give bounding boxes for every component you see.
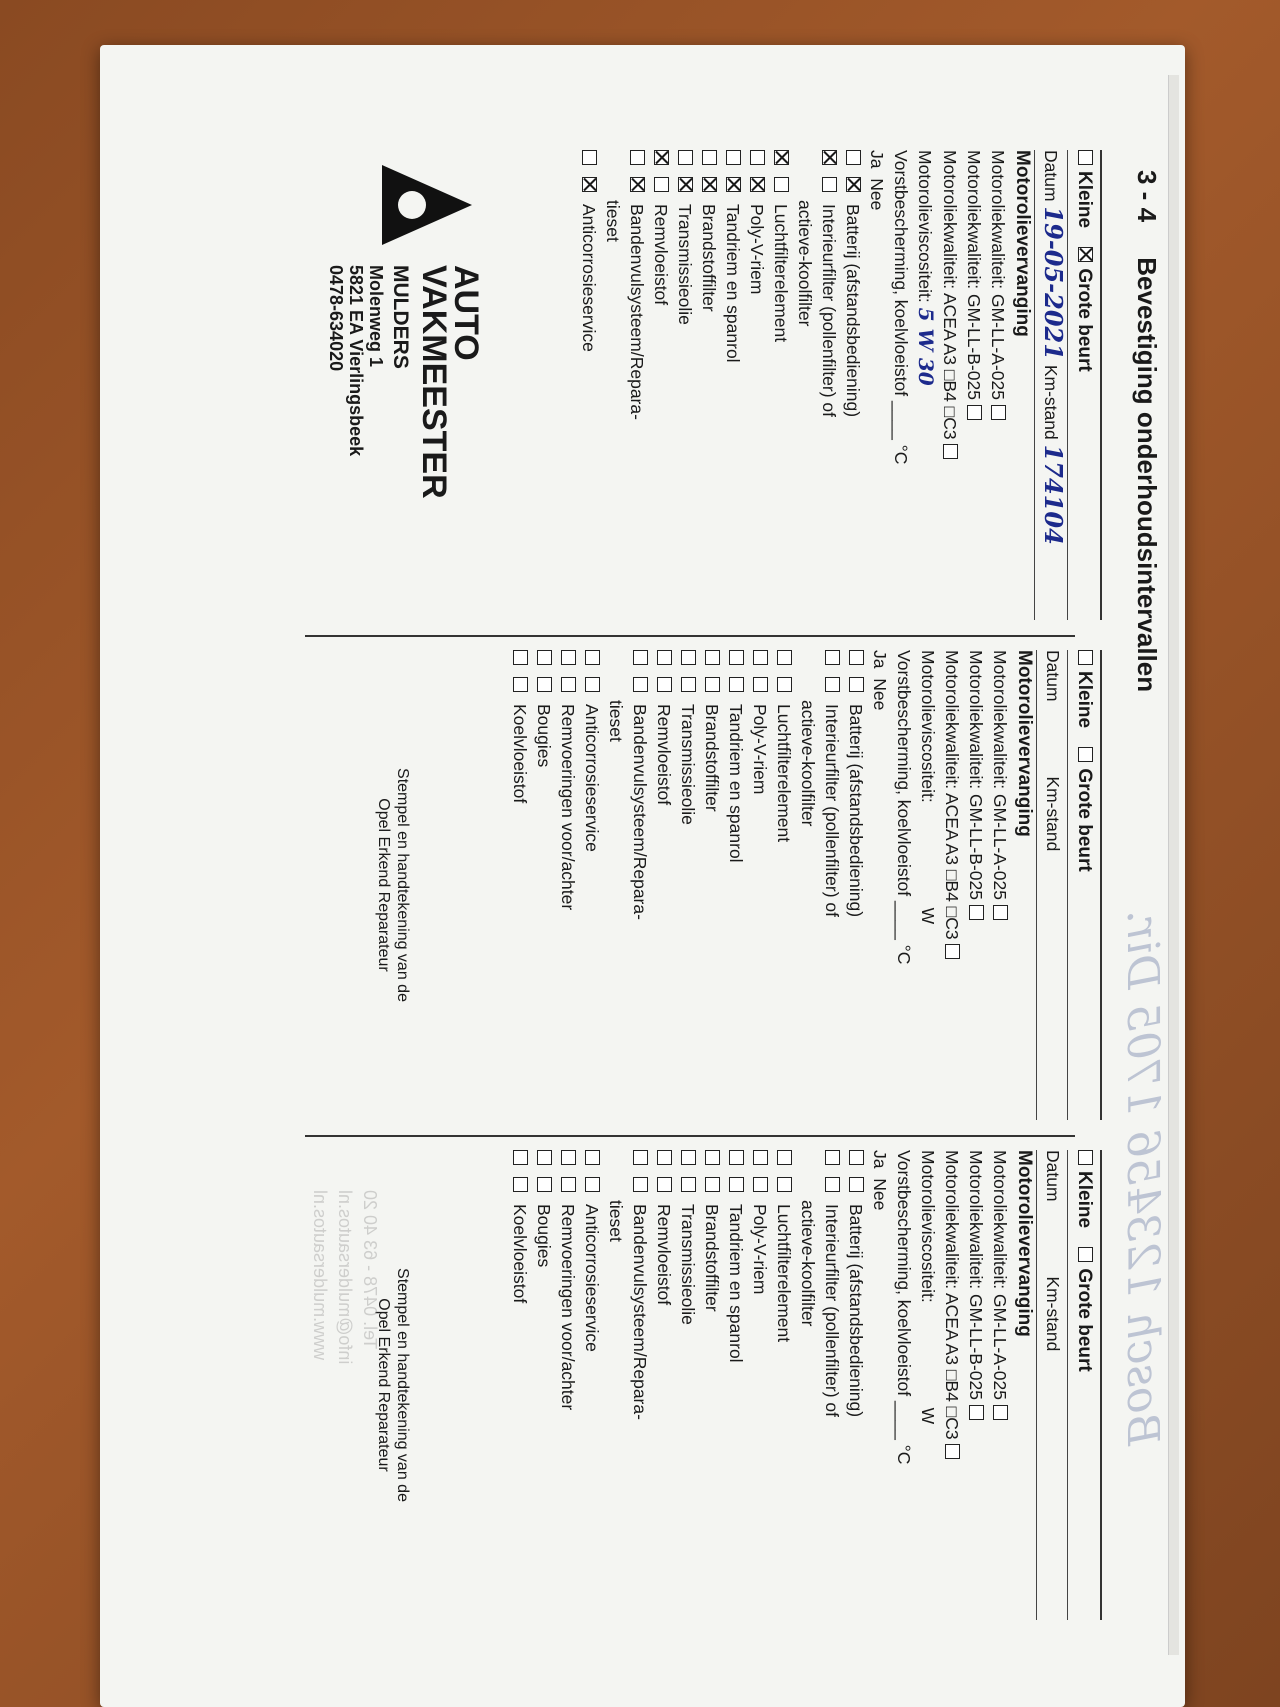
item-label: Interieurfilter (pollenfilter) of (822, 1204, 842, 1417)
page-number: 3 - 4 (1132, 170, 1162, 223)
item-label: Anticorrosieservice (582, 704, 602, 852)
grote-beurt-checkbox[interactable] (1078, 747, 1093, 762)
item-label-cont: actieve-koolfilter (798, 700, 818, 827)
quality-label: Motoroliekwaliteit: GM-LL-B-025 (964, 150, 984, 400)
nee-checkbox[interactable] (750, 177, 765, 192)
quality-checkbox[interactable] (993, 905, 1008, 920)
item-label: Transmissieolie (678, 1204, 698, 1325)
quality-label: Motoroliekwaliteit: GM-LL-B-025 (966, 1150, 986, 1400)
nee-checkbox[interactable] (561, 1177, 576, 1192)
ja-checkbox[interactable] (822, 150, 837, 165)
item-label: Remvloeistof (654, 1204, 674, 1306)
ja-checkbox[interactable] (846, 150, 861, 165)
quality-row-3 (940, 1150, 964, 1620)
viscosity-value[interactable]: 5 W 30 (914, 307, 938, 386)
item-row (628, 650, 652, 1120)
ja-checkbox[interactable] (582, 150, 597, 165)
ja-checkbox[interactable] (702, 150, 717, 165)
nee-checkbox[interactable] (726, 177, 741, 192)
quality-row-1 (986, 150, 1010, 620)
ja-checkbox[interactable] (561, 650, 576, 665)
item-label: Interieurfilter (pollenfilter) of (822, 704, 842, 917)
item-label: Remvoeringen voor/achter (558, 704, 578, 911)
entry-column-1 (326, 150, 1102, 620)
item-label: Bandenvulsysteem/Repara- (630, 704, 650, 920)
stamp-company: MULDERS (389, 265, 412, 369)
date-value[interactable]: 19-05-2021 (1039, 206, 1068, 360)
nee-checkbox[interactable] (654, 177, 669, 192)
quality-label: Motoroliekwaliteit: GM-LL-A-025 (988, 150, 1008, 400)
item-row (676, 650, 700, 1120)
item-row (649, 150, 673, 620)
item-row (772, 650, 796, 1120)
item-row (673, 150, 697, 620)
ja-checkbox[interactable] (825, 1150, 840, 1165)
nee-checkbox[interactable] (513, 1177, 528, 1192)
bleed-through-text: www.muldersautos.nl (310, 1190, 330, 1361)
km-label: Km-stand (1041, 364, 1061, 440)
item-label: Anticorrosieservice (579, 204, 599, 352)
ja-checkbox[interactable] (537, 650, 552, 665)
ja-checkbox[interactable] (849, 1150, 864, 1165)
item-label: Brandstoffilter (699, 204, 719, 312)
quality-row-2 (964, 1150, 988, 1620)
item-label: Brandstoffilter (702, 1204, 722, 1312)
service-type-row (1067, 650, 1102, 1120)
item-label: Remvloeistof (651, 204, 671, 306)
nee-checkbox[interactable] (702, 177, 717, 192)
nee-checkbox[interactable] (774, 177, 789, 192)
kleine-label: Kleine (1074, 1171, 1095, 1229)
ja-checkbox[interactable] (678, 150, 693, 165)
bleed-through-text: info@muldersautos.nl (335, 1190, 355, 1365)
nee-checkbox[interactable] (537, 677, 552, 692)
stamp-city: 5821 EA Vierlingsbeek (346, 265, 366, 457)
item-row (721, 150, 745, 620)
vakmeester-logo-icon (372, 150, 482, 260)
signature-line1: Stempel en handtekening van de (394, 768, 411, 1002)
item-label-cont: actieve-koolfilter (795, 200, 815, 327)
entry-column-3 (310, 1150, 1102, 1620)
nee-checkbox[interactable] (561, 677, 576, 692)
item-row (817, 150, 841, 620)
quality-row-2 (962, 150, 986, 620)
frost-label: Vorstbescherming, koelvloeistof (894, 650, 914, 897)
item-row (745, 150, 769, 620)
quality-checkbox[interactable] (969, 905, 984, 920)
nee-checkbox[interactable] (537, 1177, 552, 1192)
ja-checkbox[interactable] (753, 1150, 768, 1165)
entry-column-2 (375, 650, 1102, 1120)
quality-row-3 (940, 650, 964, 1120)
ja-checkbox[interactable] (585, 1150, 600, 1165)
ja-checkbox[interactable] (777, 650, 792, 665)
stamp-street: Molenweg 1 (366, 265, 386, 368)
datum-label: Datum (1041, 150, 1061, 202)
item-label-cont: tieset (606, 1200, 626, 1242)
item-label: Interieurfilter (pollenfilter) of (819, 204, 839, 417)
ja-label: Ja (870, 1150, 890, 1169)
quality-label: Motoroliekwaliteit: GM-LL-A-025 (990, 650, 1010, 900)
item-label: Poly-V-riem (750, 1204, 770, 1295)
item-row (820, 650, 844, 1120)
nee-checkbox[interactable] (705, 1177, 720, 1192)
item-label: Transmissieolie (675, 204, 695, 325)
nee-checkbox[interactable] (630, 177, 645, 192)
ja-label: Ja (867, 150, 887, 169)
quality-checkbox[interactable] (991, 405, 1006, 420)
ja-checkbox[interactable] (726, 150, 741, 165)
quality-label: Motoroliekwaliteit: ACEA A3 □B4 □C3 (942, 1150, 962, 1440)
item-label: Transmissieolie (678, 704, 698, 825)
item-label: Luchtfilterelement (774, 1204, 794, 1343)
nee-checkbox[interactable] (753, 677, 768, 692)
service-type-row (1067, 1150, 1102, 1620)
kleine-checkbox[interactable] (1078, 650, 1093, 665)
column-divider (305, 635, 1075, 637)
quality-checkbox[interactable] (943, 444, 958, 459)
ja-checkbox[interactable] (513, 1150, 528, 1165)
item-row (748, 1150, 772, 1620)
item-label: Bougies (534, 704, 554, 768)
quality-checkbox[interactable] (945, 944, 960, 959)
item-row (748, 650, 772, 1120)
signature-line2: Opel Erkend Reparateur (375, 1298, 392, 1472)
viscosity-unit: W (918, 1407, 938, 1425)
nee-checkbox[interactable] (729, 1177, 744, 1192)
nee-checkbox[interactable] (729, 677, 744, 692)
item-row (625, 150, 649, 620)
date-km-row (1034, 150, 1067, 620)
item-row (556, 650, 580, 1120)
garage-stamp (326, 150, 485, 620)
section-title: Motorolievervanging (1012, 150, 1033, 337)
stamp-address (326, 265, 386, 456)
signature-line1: Stempel en handtekening van de (394, 1268, 411, 1502)
ja-checkbox[interactable] (753, 650, 768, 665)
quality-row-2 (964, 650, 988, 1120)
item-row (676, 1150, 700, 1620)
nee-checkbox[interactable] (846, 177, 861, 192)
frost-row: Vorstbescherming, koelvloeistof ____ °C (891, 150, 911, 465)
quality-label: Motoroliekwaliteit: ACEA A3 □B4 □C3 (942, 650, 962, 940)
quality-checkbox[interactable] (967, 405, 982, 420)
nee-label: Nee (870, 1178, 890, 1211)
item-row (769, 150, 793, 620)
item-row (532, 1150, 556, 1620)
nee-checkbox[interactable] (822, 177, 837, 192)
item-row (580, 1150, 604, 1620)
rotated-page (170, 150, 1170, 1650)
item-label: Luchtfilterelement (771, 204, 791, 343)
nee-checkbox[interactable] (705, 677, 720, 692)
nee-checkbox[interactable] (825, 1177, 840, 1192)
nee-checkbox[interactable] (777, 677, 792, 692)
frost-row: Vorstbescherming, koelvloeistof ____ °C (894, 650, 914, 965)
item-row (772, 1150, 796, 1620)
item-label-cont: actieve-koolfilter (798, 1200, 818, 1327)
km-value[interactable]: 174104 (1039, 444, 1068, 545)
ja-checkbox[interactable] (681, 1150, 696, 1165)
signature-line2: Opel Erkend Reparateur (375, 798, 392, 972)
item-row (580, 650, 604, 1120)
km-label: Km-stand (1043, 776, 1063, 852)
item-label: Poly-V-riem (747, 204, 767, 295)
ja-checkbox[interactable] (513, 650, 528, 665)
ja-nee-header (868, 650, 892, 1120)
grote-beurt-label: Grote beurt (1074, 768, 1095, 872)
page-header (1131, 170, 1162, 692)
ja-checkbox[interactable] (729, 1150, 744, 1165)
nee-checkbox[interactable] (825, 677, 840, 692)
quality-checkbox[interactable] (969, 1405, 984, 1420)
viscosity-label: Motorolieviscositeit: (918, 1150, 938, 1303)
item-row (652, 650, 676, 1120)
item-label: Koelvloeistof (510, 704, 530, 804)
grote-beurt-label: Grote beurt (1074, 1268, 1095, 1372)
viscosity-label: Motorolieviscositeit: (918, 650, 938, 803)
nee-checkbox[interactable] (585, 677, 600, 692)
nee-checkbox[interactable] (681, 677, 696, 692)
item-label: Tandriem en spanrol (726, 1204, 746, 1363)
ja-checkbox[interactable] (657, 1150, 672, 1165)
ja-label: Ja (870, 650, 890, 669)
item-label-cont: tieset (606, 700, 626, 742)
section-title: Motorolievervanging (1014, 1150, 1035, 1337)
nee-checkbox[interactable] (657, 1177, 672, 1192)
quality-label: Motoroliekwaliteit: GM-LL-A-025 (990, 1150, 1010, 1400)
item-label: Anticorrosieservice (582, 1204, 602, 1352)
item-label: Tandriem en spanrol (726, 704, 746, 863)
item-label: Batterij (afstandsbediening) (843, 204, 863, 418)
item-row (700, 1150, 724, 1620)
quality-row-1 (988, 1150, 1012, 1620)
signature-caption (374, 650, 412, 1120)
frost-unit: °C (894, 944, 914, 965)
quality-row-3 (938, 150, 962, 620)
ja-checkbox[interactable] (633, 1150, 648, 1165)
viscosity-label: Motorolieviscositeit: (915, 150, 935, 303)
item-label: Remvloeistof (654, 704, 674, 806)
nee-checkbox[interactable] (513, 677, 528, 692)
quality-checkbox[interactable] (993, 1405, 1008, 1420)
grote-beurt-label: Grote beurt (1074, 268, 1095, 372)
viscosity-unit: W (918, 907, 938, 925)
ja-checkbox[interactable] (777, 1150, 792, 1165)
viscosity-row (913, 150, 938, 620)
item-label: Bougies (534, 1204, 554, 1268)
frost-row: Vorstbescherming, koelvloeistof ____ °C (894, 1150, 914, 1465)
grote-beurt-checkbox[interactable] (1078, 247, 1093, 262)
ja-checkbox[interactable] (729, 650, 744, 665)
ja-checkbox[interactable] (657, 650, 672, 665)
grote-beurt-checkbox[interactable] (1078, 1247, 1093, 1262)
nee-checkbox[interactable] (849, 1177, 864, 1192)
item-row (700, 650, 724, 1120)
item-label: Brandstoffilter (702, 704, 722, 812)
nee-checkbox[interactable] (585, 1177, 600, 1192)
stamp-brand-line1: AUTO (447, 265, 485, 361)
kleine-label: Kleine (1074, 171, 1095, 229)
item-label: Batterij (afstandsbediening) (846, 704, 866, 918)
nee-label: Nee (867, 178, 887, 211)
ja-checkbox[interactable] (630, 150, 645, 165)
date-km-row (1036, 650, 1067, 1120)
item-row (844, 650, 868, 1120)
nee-checkbox[interactable] (582, 177, 597, 192)
ja-checkbox[interactable] (774, 150, 789, 165)
nee-label: Nee (870, 678, 890, 711)
item-label-cont: tieset (603, 200, 623, 242)
service-type-row (1067, 150, 1102, 620)
quality-label: Motoroliekwaliteit: GM-LL-B-025 (966, 650, 986, 900)
ja-checkbox[interactable] (825, 650, 840, 665)
item-label: Tandriem en spanrol (723, 204, 743, 363)
item-row (724, 650, 748, 1120)
item-label: Remvoeringen voor/achter (558, 1204, 578, 1411)
item-row (724, 1150, 748, 1620)
section-title: Motorolievervanging (1014, 650, 1035, 837)
date-km-row (1036, 1150, 1067, 1620)
item-label: Batterij (afstandsbediening) (846, 1204, 866, 1418)
ja-checkbox[interactable] (585, 650, 600, 665)
nee-checkbox[interactable] (681, 1177, 696, 1192)
nee-checkbox[interactable] (657, 677, 672, 692)
ja-checkbox[interactable] (537, 1150, 552, 1165)
kleine-checkbox[interactable] (1078, 150, 1093, 165)
viscosity-row (916, 1150, 940, 1620)
datum-label: Datum (1043, 650, 1063, 702)
item-row (508, 1150, 532, 1620)
ja-checkbox[interactable] (849, 650, 864, 665)
frost-label: Vorstbescherming, koelvloeistof (894, 1150, 914, 1397)
quality-label: Motoroliekwaliteit: ACEA A3 □B4 □C3 (940, 150, 960, 440)
frost-unit: °C (894, 1444, 914, 1465)
quality-row-1 (988, 650, 1012, 1120)
frost-unit: °C (891, 444, 911, 465)
item-label: Poly-V-riem (750, 704, 770, 795)
viscosity-row (916, 650, 940, 1120)
item-row (841, 150, 865, 620)
ja-nee-header (865, 150, 889, 620)
ja-checkbox[interactable] (633, 650, 648, 665)
ja-checkbox[interactable] (705, 1150, 720, 1165)
item-row (697, 150, 721, 620)
nee-checkbox[interactable] (777, 1177, 792, 1192)
item-label: Bandenvulsysteem/Repara- (627, 204, 647, 420)
item-label: Luchtfilterelement (774, 704, 794, 843)
item-label: Koelvloeistof (510, 1204, 530, 1304)
ja-checkbox[interactable] (705, 650, 720, 665)
nee-checkbox[interactable] (753, 1177, 768, 1192)
ja-checkbox[interactable] (681, 650, 696, 665)
ja-checkbox[interactable] (561, 1150, 576, 1165)
frost-label: Vorstbescherming, koelvloeistof (891, 150, 911, 397)
bleed-through-handwriting: Bosch 123456 1705 Dir. (1117, 910, 1168, 1446)
nee-checkbox[interactable] (633, 677, 648, 692)
item-row (844, 1150, 868, 1620)
column-divider (305, 1135, 1075, 1137)
bleed-through-text: Tel. 0478 - 63 40 20 (360, 1190, 380, 1350)
stamp-phone: 0478-634020 (326, 265, 346, 372)
kleine-checkbox[interactable] (1078, 1150, 1093, 1165)
item-row (628, 1150, 652, 1620)
nee-checkbox[interactable] (633, 1177, 648, 1192)
ja-nee-header (868, 1150, 892, 1620)
item-label: Bandenvulsysteem/Repara- (630, 1204, 650, 1420)
item-row (508, 650, 532, 1120)
page-title: Bevestiging onderhoudsintervallen (1132, 257, 1162, 693)
item-row (532, 650, 556, 1120)
nee-checkbox[interactable] (849, 677, 864, 692)
ja-checkbox[interactable] (654, 150, 669, 165)
ja-checkbox[interactable] (750, 150, 765, 165)
stamp-brand-line2: VAKMEESTER (415, 265, 453, 499)
item-row (652, 1150, 676, 1620)
datum-label: Datum (1043, 1150, 1063, 1202)
nee-checkbox[interactable] (678, 177, 693, 192)
stamp-brand (415, 265, 485, 499)
item-row (820, 1150, 844, 1620)
kleine-label: Kleine (1074, 671, 1095, 729)
km-label: Km-stand (1043, 1276, 1063, 1352)
item-row (556, 1150, 580, 1620)
quality-checkbox[interactable] (945, 1444, 960, 1459)
item-row (577, 150, 601, 620)
